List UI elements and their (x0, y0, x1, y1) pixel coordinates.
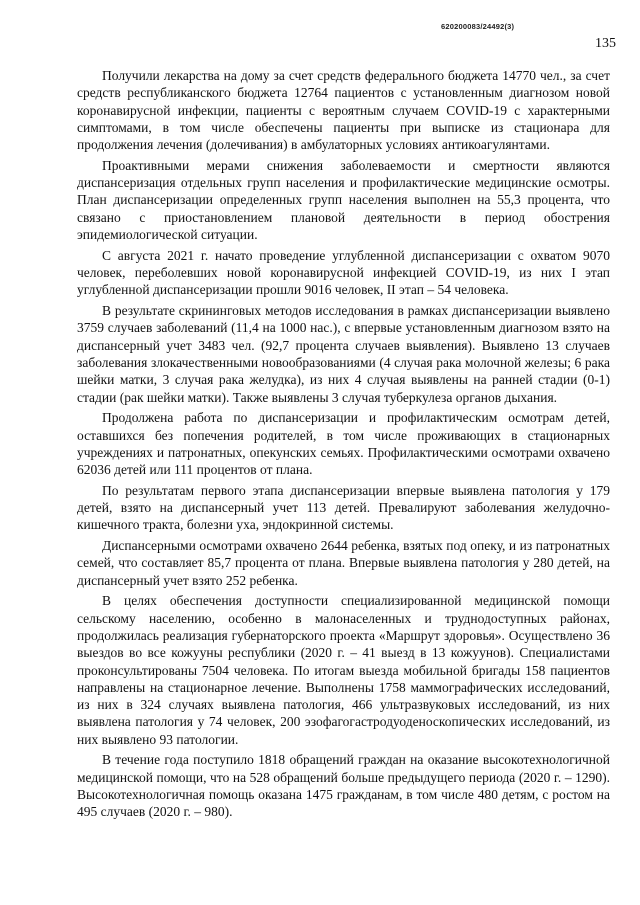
paragraph-route-of-health: В целях обеспечения доступности специализированной медицинской помощи сельскому населению, особенно в малонаселенных и труднодоступных районах, продолжилась реализация губернаторского проекта «Маршрут здоровья». Осуществлено 36 выездов во все кожууны республики (2020 г. – 41 выезд в 13 кожуунов). Специалистами проконсультированы 7504 человека. По итогам выезда мобильной бригады 158 пациентов направлены на стационарное лечение. Выполнены 1758 маммографических исследований, из них в 324 случаях выявлена патология, 466 ультразвуковых исследований, из них выявлена патология у 74 человек, 200 эзофагогастродуоденоскопических исследований, из них выявлено 93 патологии. (77, 593, 610, 747)
paragraph-high-tech-care: В течение года поступило 1818 обращений граждан на оказание высокотехнологичной медицинской помощи, что на 528 обращений больше предыдущего периода (2020 г. – 1290). Высокотехнологичная помощь оказана 1475 гражданам, в том числе 480 детям, с ростом на 495 случаев (2020 г. – 980). (77, 752, 610, 820)
paragraph-first-stage-results: По результатам первого этапа диспансеризации впервые выявлена патология у 179 детей, взято на диспансерный учет 113 детей. Превалируют заболевания желудочно-кишечного тракта, болезни уха, эндокринной системы. (77, 482, 610, 533)
paragraph-proactive-measures: Проактивными мерами снижения заболеваемости и смертности являются диспансеризация отдельных групп населения и профилактические медицинские осмотры. План диспансеризации определенных групп населения выполнен на 55,3 процента, что связано с приостановлением плановой деятельности в период обострения эпидемиологической ситуации. (77, 157, 610, 243)
paragraph-in-depth-dispensarization: С августа 2021 г. начато проведение углубленной диспансеризации с охватом 9070 человек, переболевших новой коронавирусной инфекцией COVID-19, из них I этап углубленной диспансеризации прошли 9016 человек, II этап – 54 человека. (77, 247, 610, 298)
paragraph-screening-results: В результате скрининговых методов исследования в рамках диспансеризации выявлено 3759 случаев заболеваний (11,4 на 1000 нас.), с впервые установленным диагнозом взято на диспансерный учет 3483 чел. (92,7 процента случаев выявления). Выявлено 13 случаев заболевания злокачественными новообразованиями (4 случая рака молочной железы; 6 рака шейки матки, 3 случая рака желудка), из них 4 случая выявлены на ранней стадии (0-1) стадии (рак шейки матки). Также выявлены 3 случая туберкулеза органов дыхания. (77, 303, 610, 405)
document-id: 620200083/24492(3) (441, 22, 515, 31)
page-number: 135 (595, 36, 616, 51)
document-body (77, 67, 610, 824)
paragraph-orphan-children-exams: Продолжена работа по диспансеризации и профилактическим осмотрам детей, оставшихся без попечения родителей, в том числе проживающих в стационарных учреждениях и патронатных, опекунских семьях. Профилактическими осмотрами охвачено 62036 детей или 111 процентов от плана. (77, 410, 610, 478)
paragraph-medicines-at-home: Получили лекарства на дому за счет средств федерального бюджета 14770 чел., за счет средств республиканского бюджета 12764 пациентов с установленным диагнозом новой коронавирусной инфекции, пациенты с вероятным случаем COVID-19 с характерными симптомами, в том числе обеспечены пациенты при выписке из стационара для продолжения лечения (долечивания) в амбулаторных условиях антикоагулянтами. (77, 68, 610, 153)
paragraph-foster-children-exams: Диспансерными осмотрами охвачено 2644 ребенка, взятых под опеку, и из патронатных семей, что составляет 85,7 процента от плана. Впервые выявлена патология у 280 детей, на диспансерный учет взято 252 ребенка. (77, 538, 610, 588)
